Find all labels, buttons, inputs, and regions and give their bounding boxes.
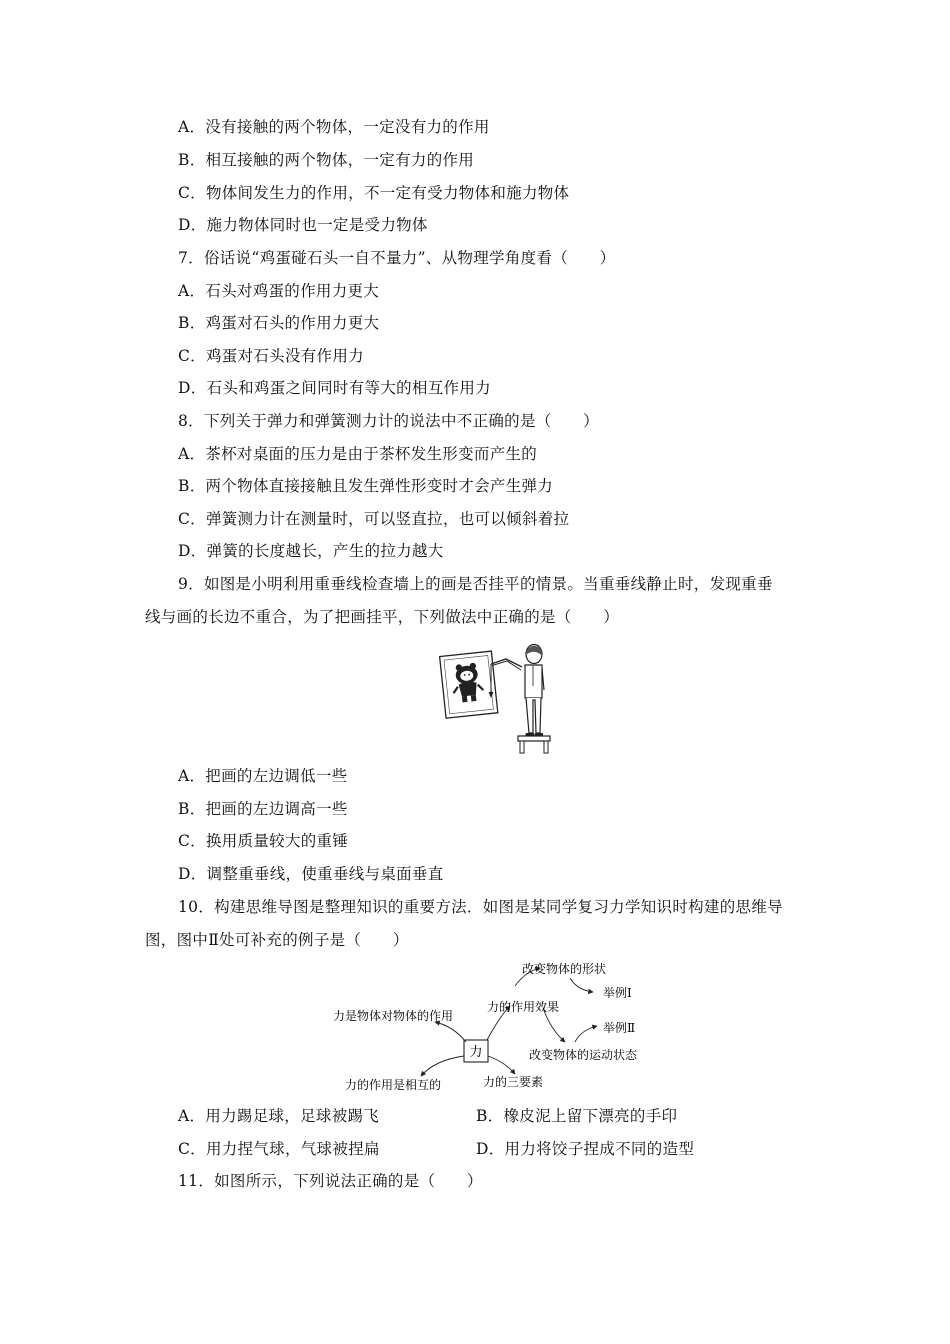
stool [518, 736, 550, 741]
q10-option-d: D．用力将饺子捏成不同的造型 [476, 1140, 695, 1158]
q10-option-a: A．用力踢足球，足球被踢飞 [178, 1107, 380, 1125]
q10-option-c: C．用力捏气球，气球被捏扁 [178, 1140, 380, 1158]
q8-stem: 8．下列关于弹力和弹簧测力计的说法中不正确的是（ ） [178, 412, 599, 430]
q6-option-b: B．相互接触的两个物体，一定有力的作用 [178, 151, 475, 169]
q6-option-d: D．施力物体同时也一定是受力物体 [178, 216, 428, 234]
q9-stem-line1: 9．如图是小明利用重垂线检查墙上的画是否挂平的情景。当重垂线静止时，发现重垂 [178, 575, 773, 593]
plumb-line-figure [430, 638, 560, 760]
mindmap-center-label: 力 [469, 1045, 483, 1060]
q7-option-a: A．石头对鸡蛋的作用力更大 [178, 282, 380, 300]
mindmap-node-definition: 力是物体对物体的作用 [333, 1009, 454, 1023]
mindmap-node-mutual: 力的作用是相互的 [345, 1078, 442, 1092]
q8-option-c: C．弹簧测力计在测量时，可以竖直拉，也可以倾斜着拉 [178, 510, 570, 528]
q10-option-b: B．橡皮泥上留下漂亮的手印 [476, 1107, 678, 1125]
mindmap-example-2: 举例Ⅱ [603, 1021, 636, 1035]
q7-stem: 7．俗话说“鸡蛋碰石头一自不量力”、从物理学角度看（ ） [178, 249, 616, 267]
q8-option-d: D．弹簧的长度越长，产生的拉力越大 [178, 542, 444, 560]
q9-option-d: D．调整重垂线，使重垂线与桌面垂直 [178, 865, 444, 883]
q7-option-d: D．石头和鸡蛋之间同时有等大的相互作用力 [178, 379, 491, 397]
q6-option-a: A．没有接触的两个物体，一定没有力的作用 [178, 118, 490, 136]
q9-option-b: B．把画的左边调高一些 [178, 800, 348, 818]
q11-stem: 11．如图所示，下列说法正确的是（ ） [178, 1172, 483, 1190]
mindmap-node-shape: 改变物体的形状 [522, 962, 607, 976]
mind-map-figure [325, 956, 665, 1100]
q7-option-b: B．鸡蛋对石头的作用力更大 [178, 314, 380, 332]
tilted-painting [440, 651, 498, 718]
mindmap-node-effect: 力的作用效果 [487, 1000, 560, 1014]
q8-option-b: B．两个物体直接接触且发生弹性形变时才会产生弹力 [178, 477, 554, 495]
q7-option-c: C．鸡蛋对石头没有作用力 [178, 347, 364, 365]
q10-stem-line1: 10．构建思维导图是整理知识的重要方法．如图是某同学复习力学知识时构建的思维导 [178, 898, 783, 916]
q10-stem-line2: 图，图中Ⅱ处可补充的例子是（ ） [145, 931, 409, 949]
q6-option-c: C．物体间发生力的作用，不一定有受力物体和施力物体 [178, 184, 570, 202]
q9-option-c: C．换用质量较大的重锤 [178, 832, 349, 850]
q9-stem-line2: 线与画的长边不重合，为了把画挂平，下列做法中正确的是（ ） [145, 608, 620, 626]
mindmap-example-1: 举例Ⅰ [603, 986, 632, 1000]
mindmap-node-elements: 力的三要素 [483, 1075, 544, 1089]
q8-option-a: A．茶杯对桌面的压力是由于茶杯发生形变而产生的 [178, 445, 538, 463]
mindmap-node-motion: 改变物体的运动状态 [529, 1048, 638, 1062]
q9-option-a: A．把画的左边调低一些 [178, 767, 348, 785]
